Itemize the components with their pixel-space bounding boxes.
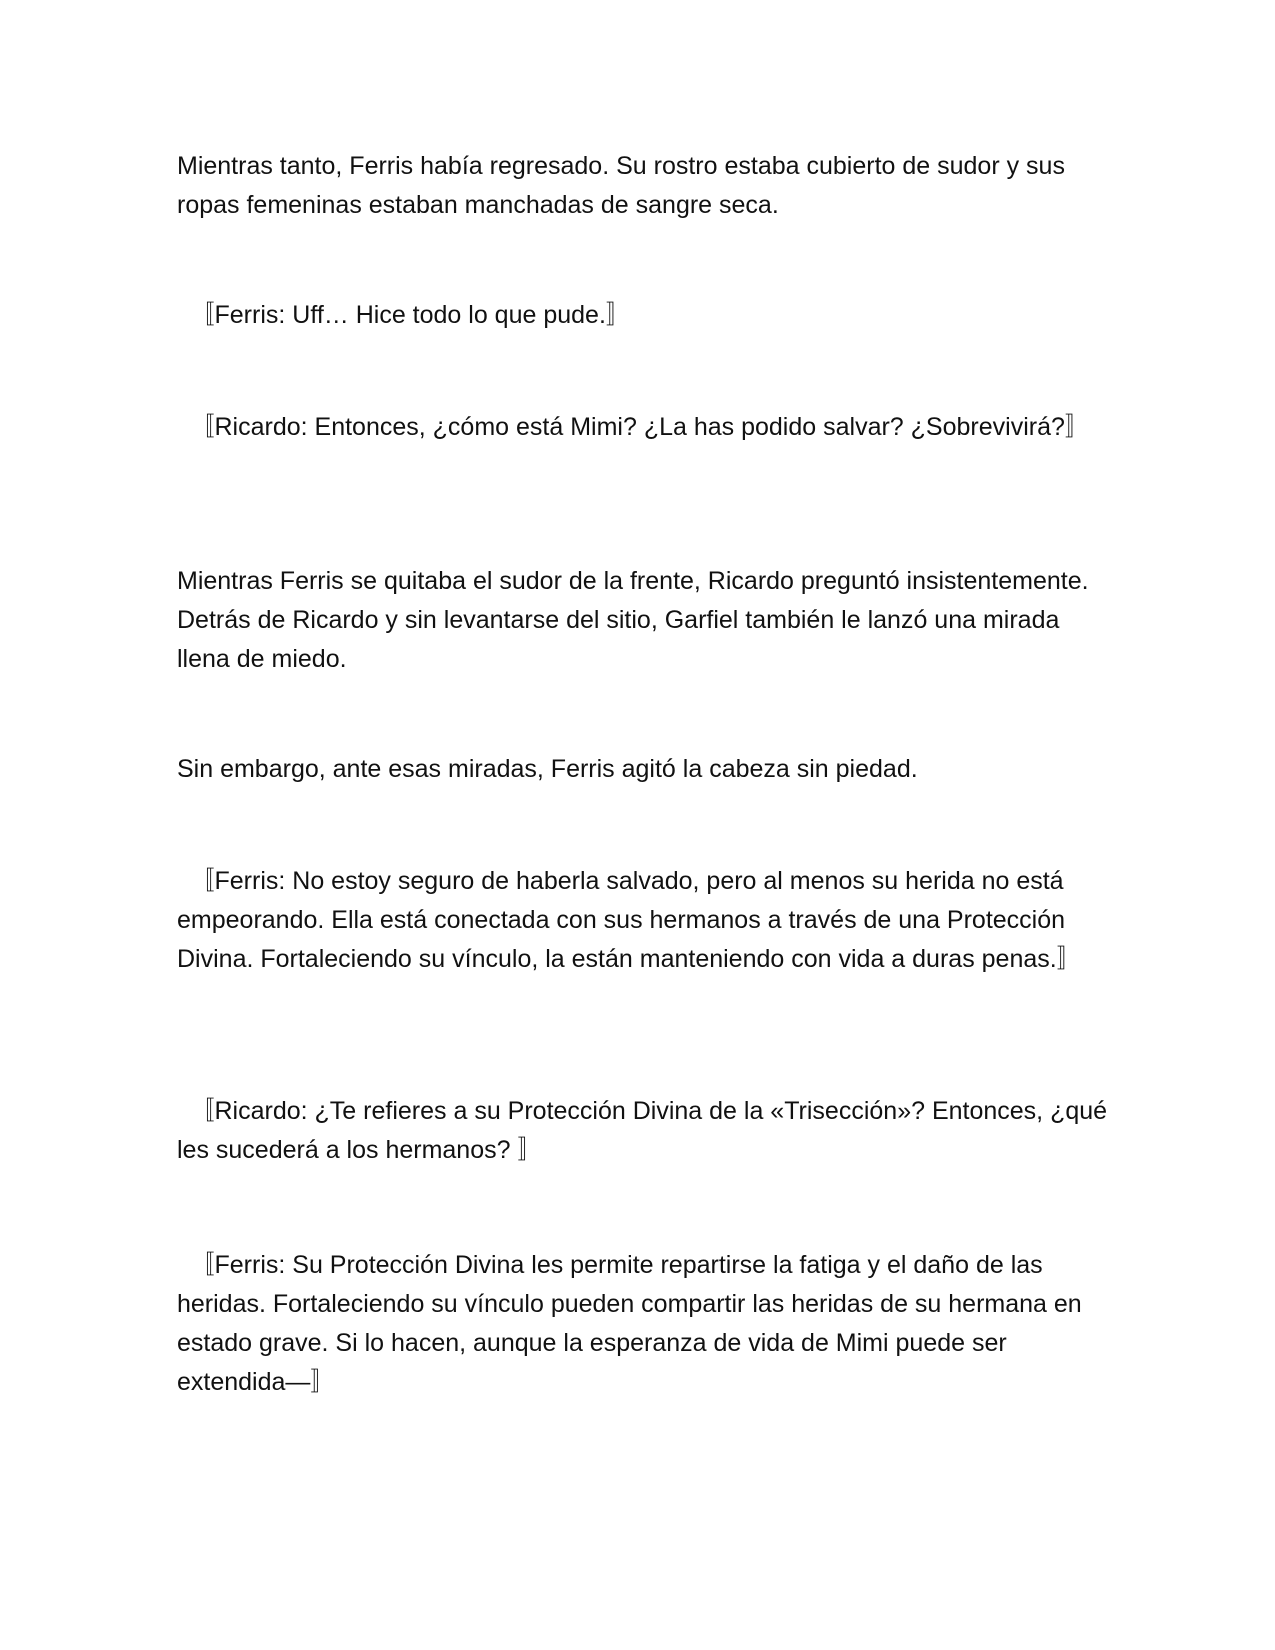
dialogue-paragraph: 〚Ricardo: ¿Te refieres a su Protección Divina de la «Trisección»? Entonces, ¿qué les sucederá a los hermanos? 〛 xyxy=(177,1097,1108,1164)
dialogue-paragraph: 〚Ricardo: Entonces, ¿cómo está Mimi? ¿La has podido salvar? ¿Sobrevivirá?〛 xyxy=(177,413,1090,441)
narration-paragraph: Mientras tanto, Ferris había regresado. Su rostro estaba cubierto de sudor y sus ropas femeninas estaban manchadas de sangre seca. xyxy=(177,152,1065,219)
narration-paragraph: Mientras Ferris se quitaba el sudor de la frente, Ricardo preguntó insistentemente. Detrás de Ricardo y sin levantarse del sitio, Garfiel también le lanzó una mirada llena de miedo. xyxy=(177,567,1089,673)
dialogue-paragraph: 〚Ferris: No estoy seguro de haberla salvado, pero al menos su herida no está empeorando. Ella está conectada con sus hermanos a través de una Protección Divina. Fortaleciendo su vínculo, la están manteniendo con vida a duras penas.〛 xyxy=(177,867,1082,973)
dialogue-paragraph: 〚Ferris: Uff… Hice todo lo que pude.〛 xyxy=(177,301,631,329)
narration-paragraph: Sin embargo, ante esas miradas, Ferris agitó la cabeza sin piedad. xyxy=(177,755,918,783)
dialogue-paragraph: 〚Ferris: Su Protección Divina les permite repartirse la fatiga y el daño de las heridas. Fortaleciendo su vínculo pueden compartir las heridas de su hermana en estado grave. Si lo hacen, aunque la esperanza de vida de Mimi puede ser extendida—〛 xyxy=(177,1251,1082,1396)
